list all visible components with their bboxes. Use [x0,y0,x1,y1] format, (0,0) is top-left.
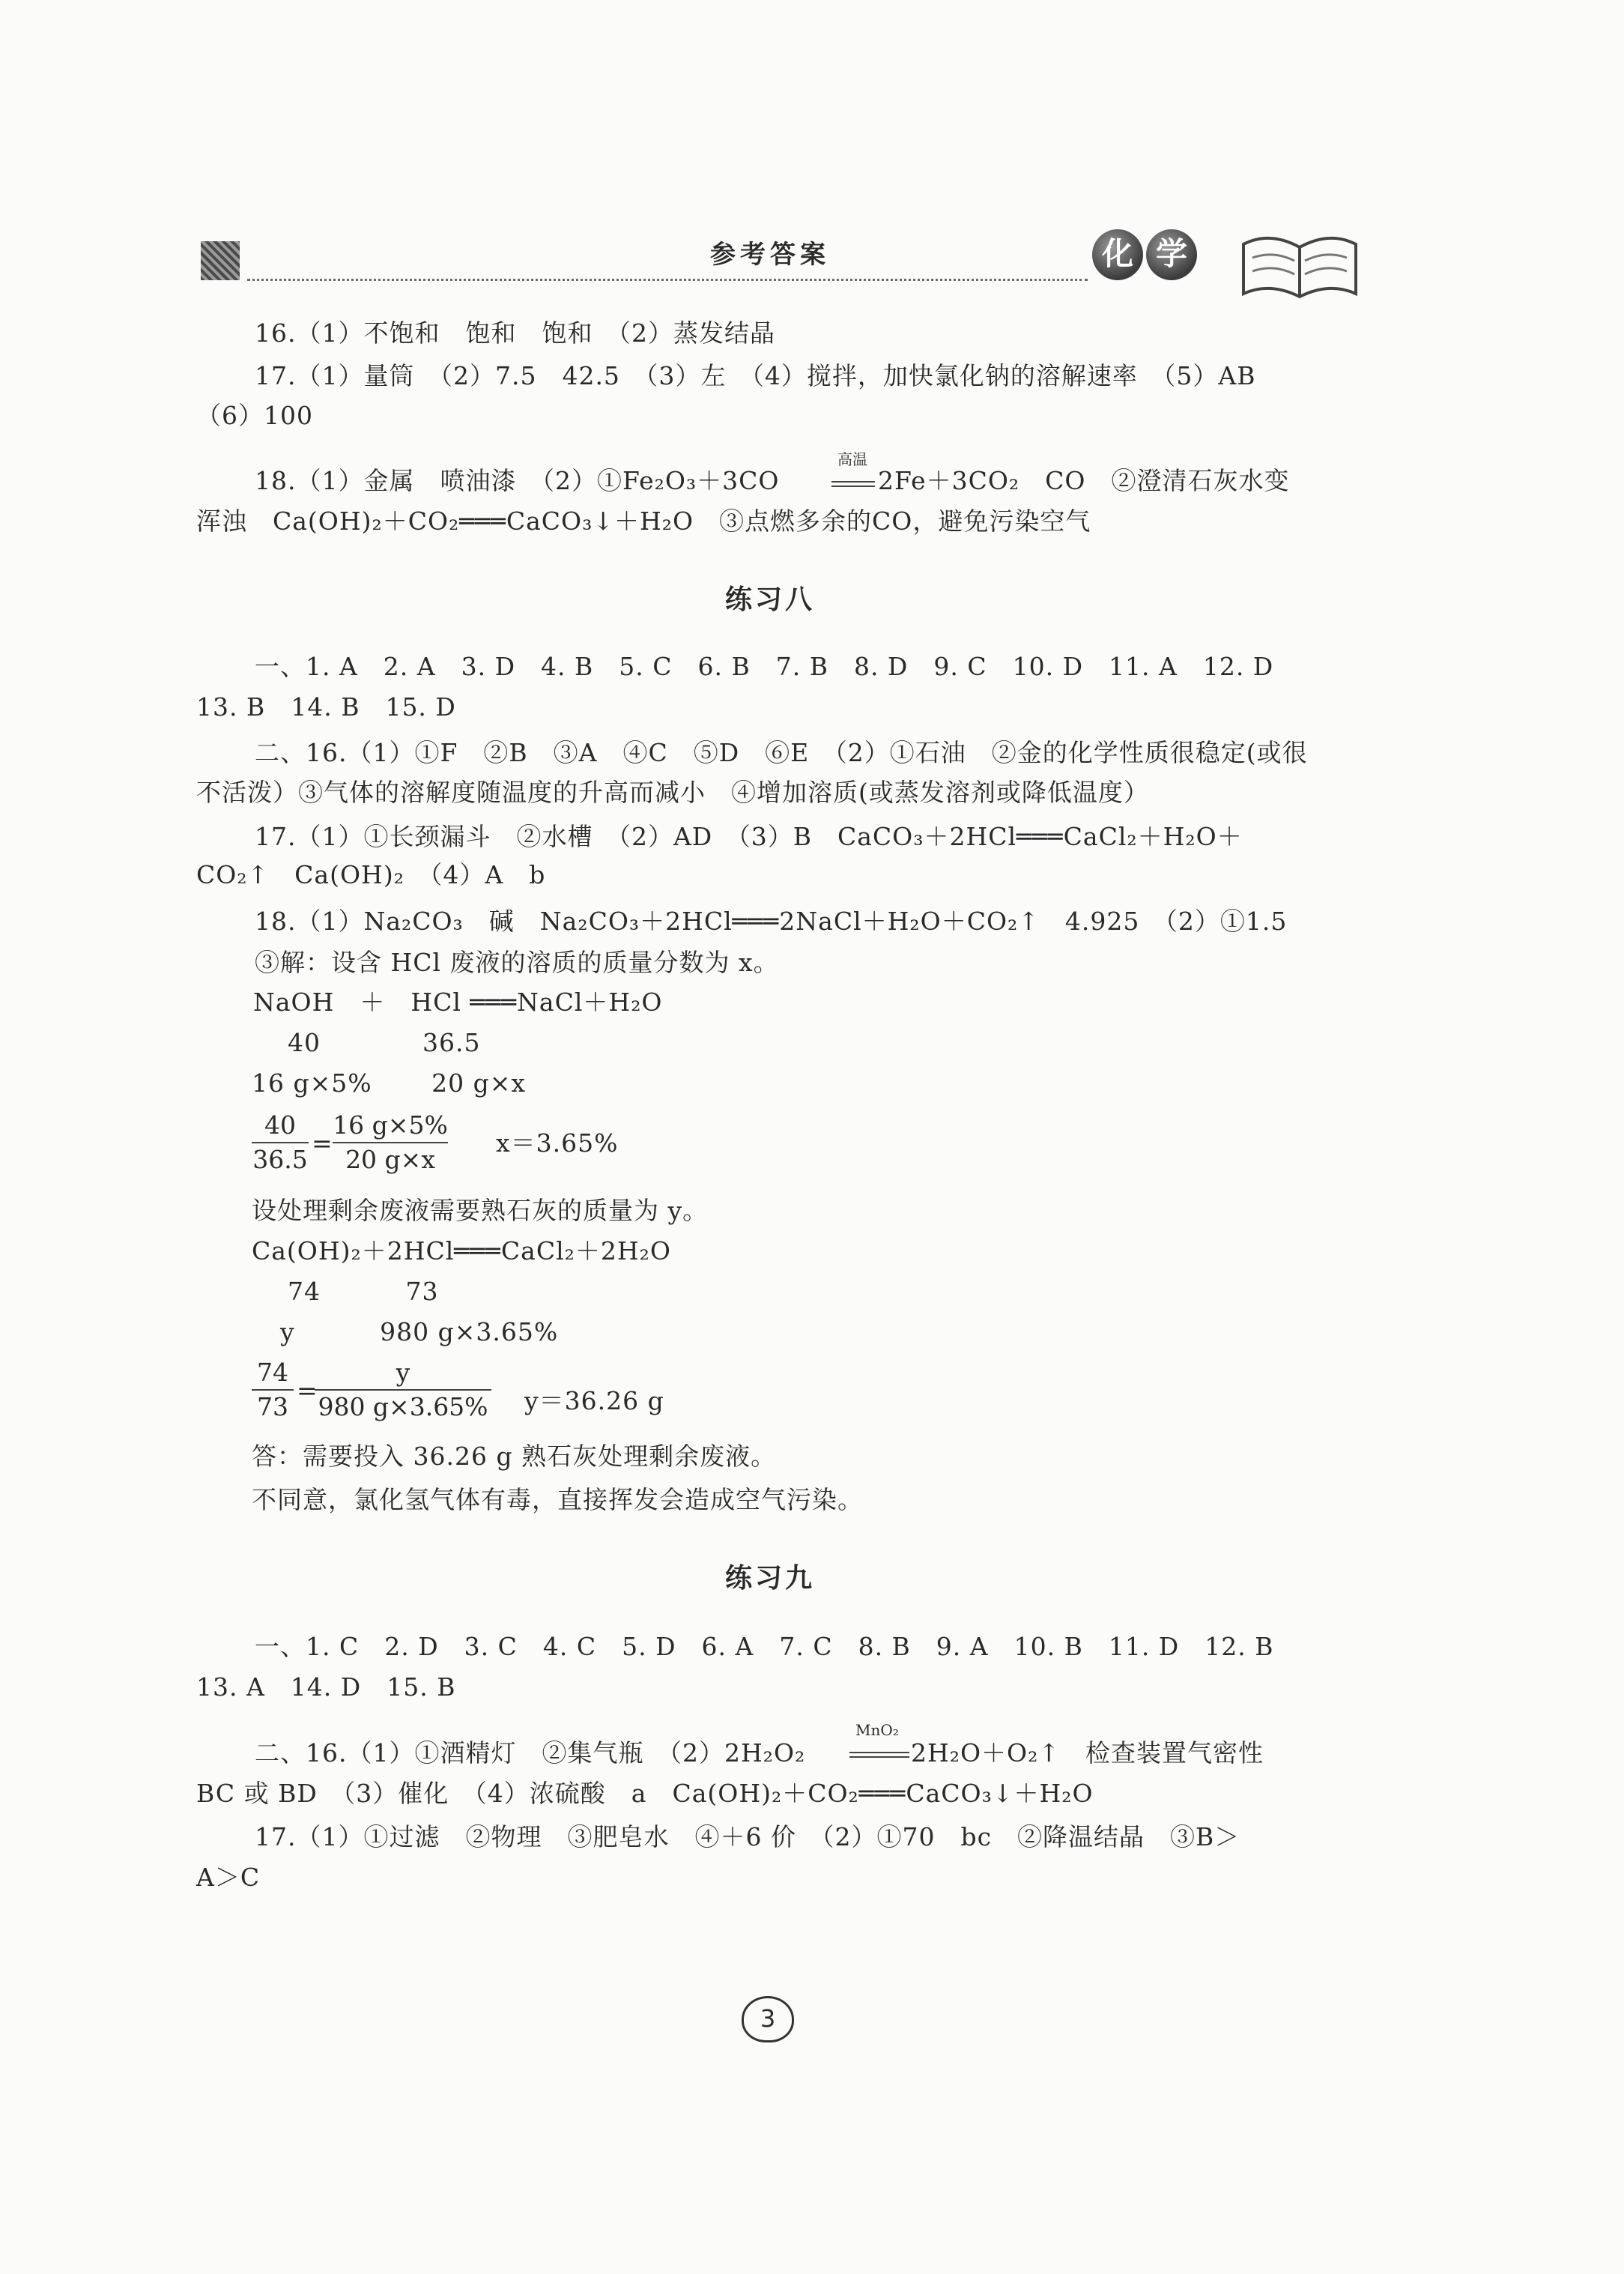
answer-line-18: 18.（1）金属 喷油漆 （2）①Fe₂O₃＋3CO [255,466,780,495]
header-title: 参考答案 [710,240,830,270]
section-title-8: 练习八 [725,584,816,615]
solution-set-y: 设处理剩余废液需要熟石灰的质量为 y。 [252,1196,709,1225]
answer-8-16-cont: 不活泼）③气体的溶解度随温度的升高而减小 ④增加溶质(或蒸发溶剂或降低温度） [196,778,1149,807]
answer-9-16-cont: BC 或 BD （3）催化 （4）浓硫酸 a Ca(OH)₂＋CO₂═══CaCO₃↓＋H₂O [196,1779,1094,1808]
fraction-bar [252,1142,309,1143]
page-number: 3 [742,1996,794,2042]
equation-2: Ca(OH)₂＋2HCl═══CaCl₂＋2H₂O [252,1236,671,1265]
reaction-arrow [849,1752,909,1753]
mc-answers-9: 一、1. C 2. D 3. C 4. C 5. D 6. A 7. C 8. B 9. A 10. B 11. D 12. B [255,1632,1274,1661]
mc-answers-8-cont: 13. B 14. B 15. D [196,692,456,722]
fraction-denominator: 980 g×3.65% [318,1392,488,1421]
section-title-9: 练习九 [725,1562,816,1594]
answer-line-18-cont: 浑浊 Ca(OH)₂＋CO₂═══CaCO₃↓＋H₂O ③点燃多余的CO，避免污染空气 [196,506,1091,536]
answer-line-17-cont: （6）100 [196,401,313,430]
opinion-answer: 不同意，氯化氢气体有毒，直接挥发会造成空气污染。 [252,1485,863,1514]
fraction-result: y＝36.26 g [524,1386,664,1415]
fraction-numerator: 16 g×5% [333,1110,448,1140]
answer-line-18-post: 2Fe＋3CO₂ CO ②澄清石灰水变 [878,466,1290,495]
answer-8-17: 17.（1）①长颈漏斗 ②水槽 （2）AD （3）B CaCO₃＋2HCl═══CaCl₂＋H₂O＋ [255,822,1243,851]
fraction-denominator: 20 g×x [345,1145,435,1174]
fraction-result: x＝3.65% [496,1128,619,1158]
answer-8-16: 二、16.（1）①F ②B ③A ④C ⑤D ⑥E （2）①石油 ②金的化学性质很稳定(或很 [255,738,1308,767]
equation-2-givens: y 980 g×3.65% [280,1317,559,1346]
open-book-icon [1236,222,1363,304]
equals-sign: = [312,1128,333,1158]
answer-9-17: 17.（1）①过滤 ②物理 ③肥皂水 ④＋6 价 （2）①70 bc ②降温结晶 ③B＞ [255,1822,1240,1851]
mc-answers-8: 一、1. A 2. A 3. D 4. B 5. C 6. B 7. B 8. D 9. C 10. D 11. A 12. D [255,652,1274,681]
chemistry-badge-icon: 学 [1146,229,1197,280]
equals-sign: = [297,1376,318,1405]
fraction-bar [252,1389,294,1391]
answer-line-17: 17.（1）量筒 （2）7.5 42.5 （3）左 （4）搅拌，加快氯化钠的溶解速率 （5）AB [255,361,1256,390]
answer-8-18-solution: ③解：设含 HCl 废液的溶质的质量分数为 x。 [255,948,779,977]
equation-1-givens: 16 g×5% 20 g×x [252,1068,526,1098]
fraction-bar [315,1389,491,1391]
answer-9-17-cont: A＞C [196,1863,261,1892]
equation-1: NaOH ＋ HCl ═══NaCl＋H₂O [253,988,663,1017]
answer-9-16: 二、16.（1）①酒精灯 ②集气瓶 （2）2H₂O₂ [255,1738,806,1768]
reaction-condition: MnO₂ [855,1721,899,1739]
equation-2-masses: 74 73 [288,1277,439,1306]
reaction-condition: 高温 [837,450,867,468]
answer-8-17-cont: CO₂↑ Ca(OH)₂ （4）A b [196,860,546,889]
mc-answers-9-cont: 13. A 14. D 15. B [196,1672,456,1702]
reaction-arrow [849,1756,909,1758]
fraction-numerator: 40 [264,1110,296,1140]
reaction-arrow [831,486,875,487]
final-answer: 答：需要投入 36.26 g 熟石灰处理剩余废液。 [252,1442,777,1471]
fraction-numerator: 74 [257,1358,288,1387]
fraction-bar [333,1142,448,1143]
header-decoration-icon [201,241,240,280]
fraction-numerator: y [396,1358,410,1387]
equation-1-masses: 40 36.5 [288,1028,481,1057]
header-dotted-rule [247,279,1088,281]
answer-8-18: 18.（1）Na₂CO₃ 碱 Na₂CO₃＋2HCl═══2NaCl＋H₂O＋CO₂↑ 4.925 （2）①1.5 [255,907,1288,936]
answer-line-16: 16.（1）不饱和 饱和 饱和 （2）蒸发结晶 [255,318,775,348]
fraction-denominator: 36.5 [252,1145,308,1174]
reaction-arrow [831,481,875,483]
answer-9-16-post: 2H₂O＋O₂↑ 检查装置气密性 [911,1738,1264,1768]
chemistry-badge-icon: 化 [1092,229,1143,280]
fraction-denominator: 73 [257,1392,288,1421]
